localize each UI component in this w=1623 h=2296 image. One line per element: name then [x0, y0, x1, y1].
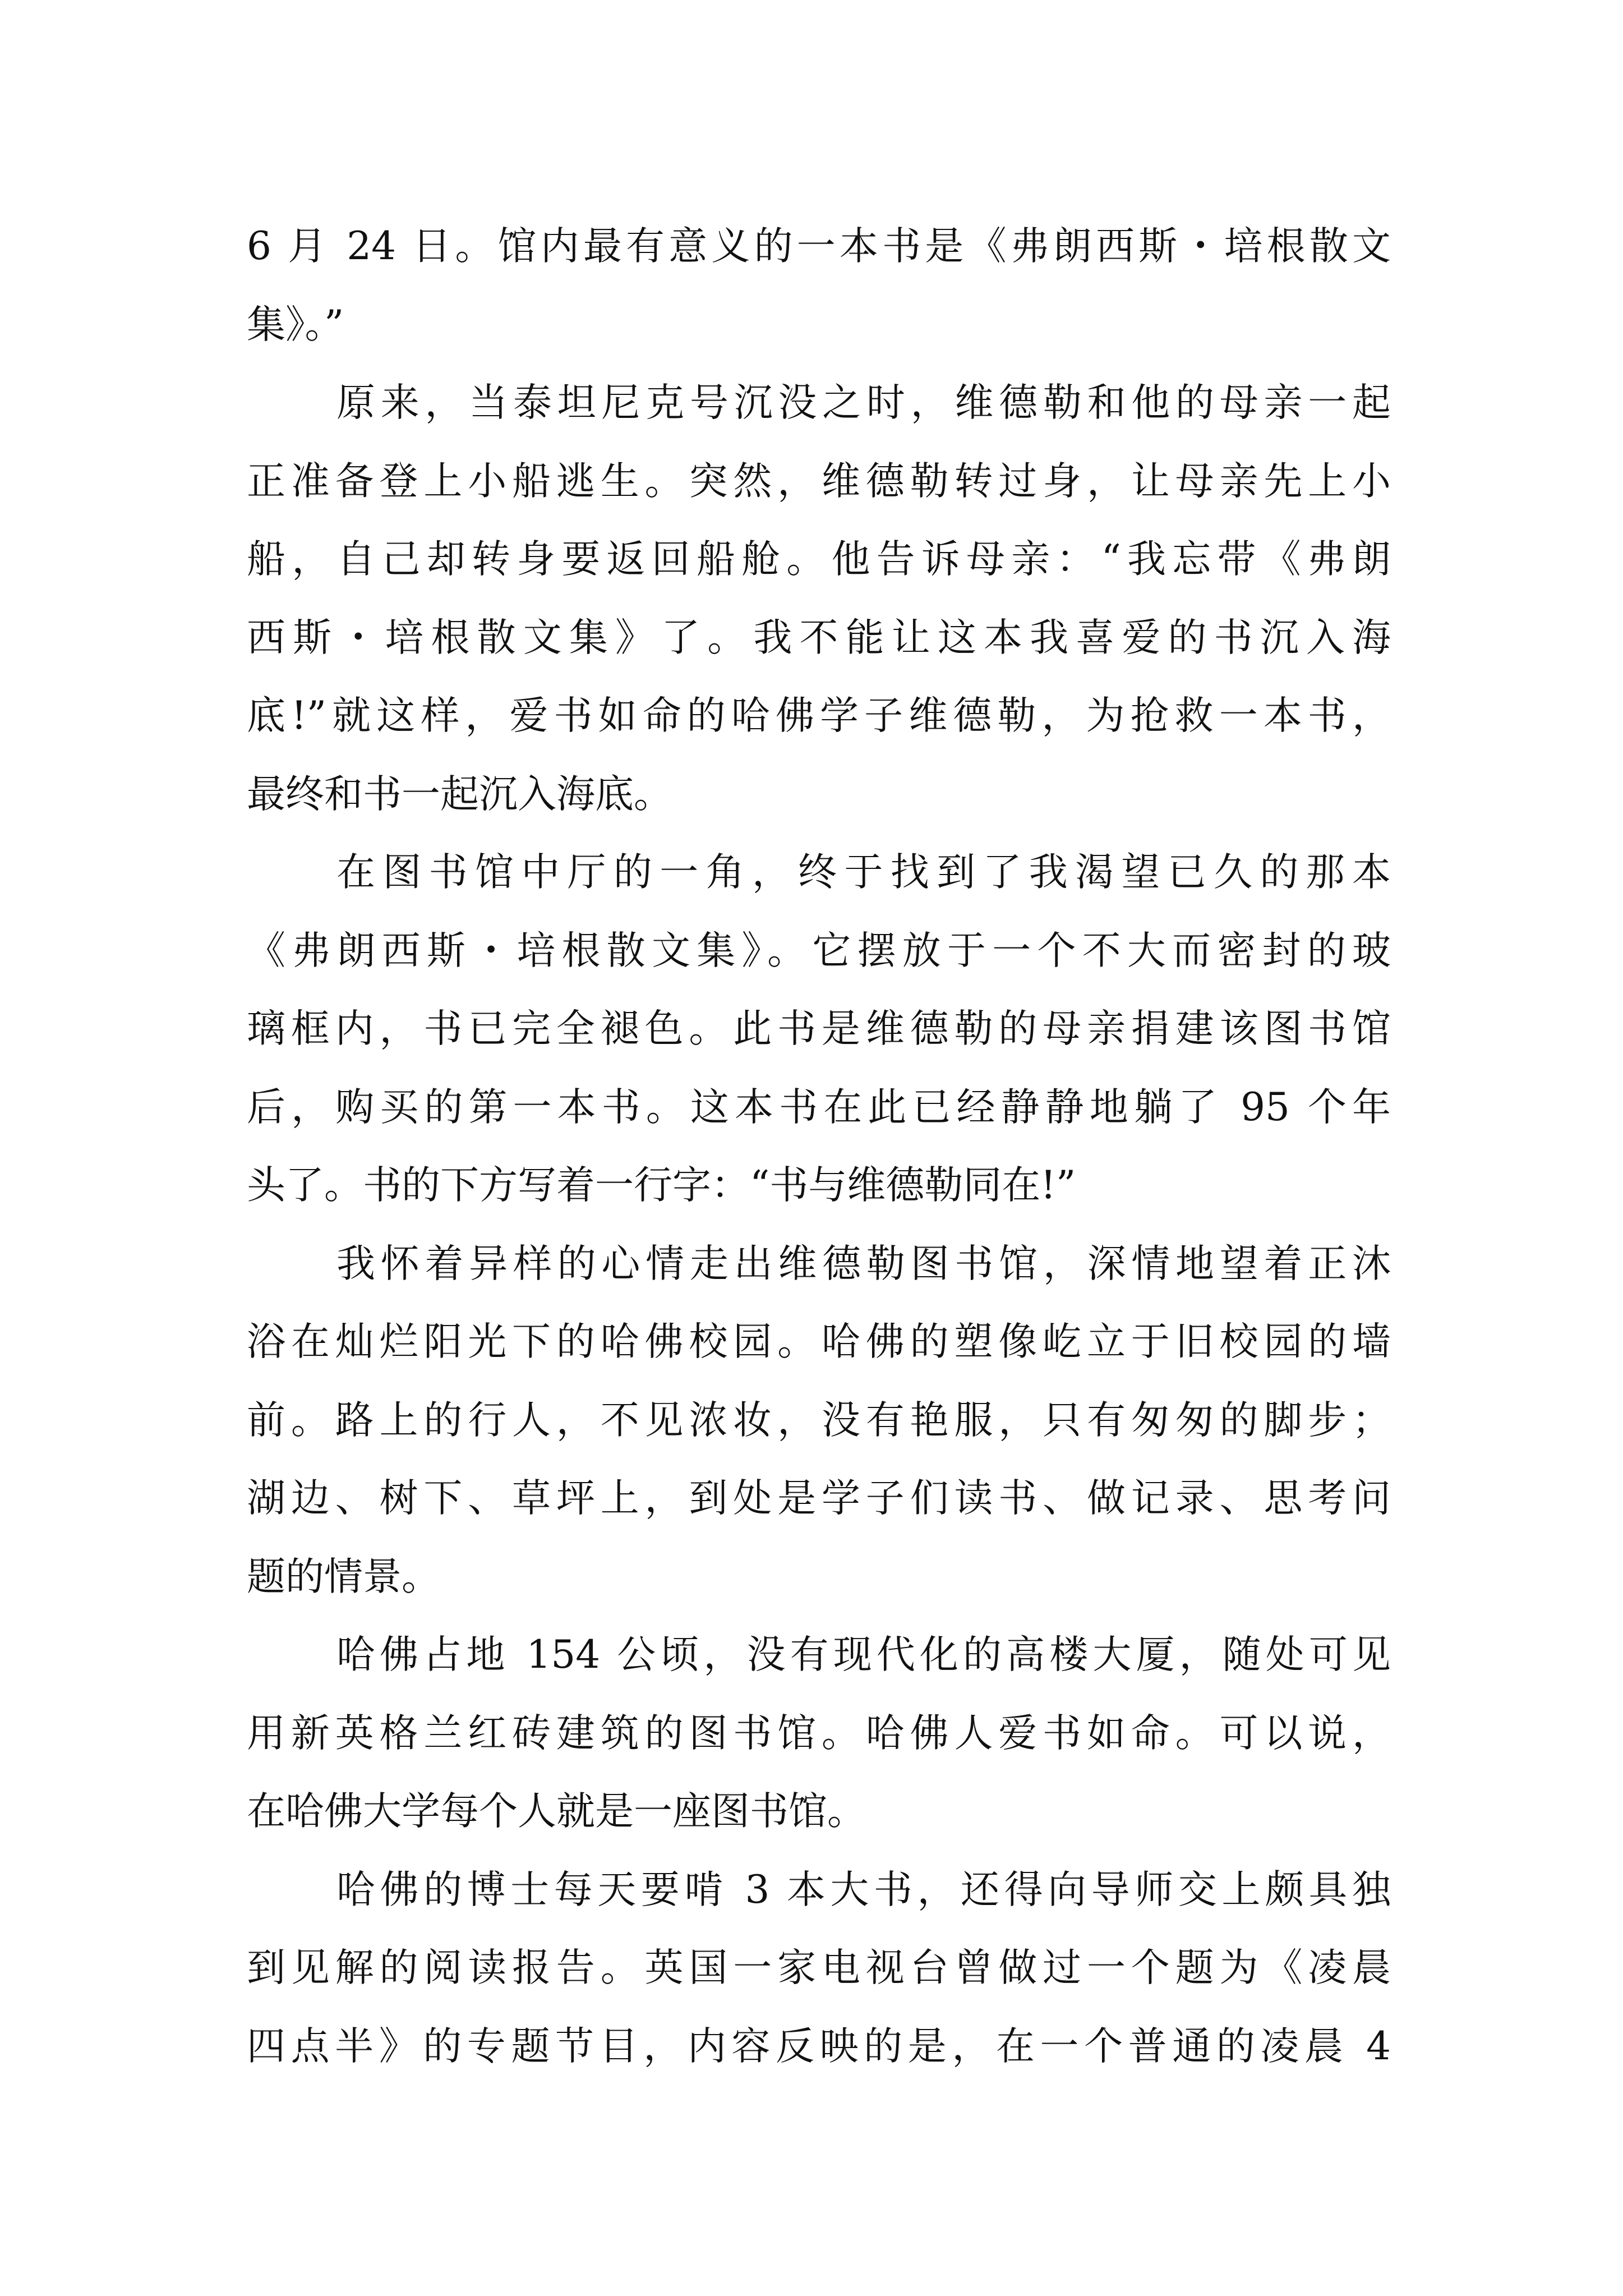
- text-line-1: 6 月 24 日。馆内最有意义的一本书是《弗朗西斯・培根散文: [247, 224, 1391, 269]
- text-line-14: 我怀着异样的心情走出维德勒图书馆，深情地望着正沐: [336, 1241, 1391, 1286]
- text-line-2: 集》。”: [247, 302, 344, 347]
- text-line-15: 浴在灿烂阳光下的哈佛校园。哈佛的塑像屹立于旧校园的墙: [247, 1319, 1391, 1364]
- text-line-24: 四点半》的专题节目，内容反映的是，在一个普通的凌晨 4: [247, 2023, 1391, 2069]
- text-line-5: 船，自己却转身要返回船舱。他告诉母亲：“我忘带《弗朗: [247, 537, 1391, 582]
- text-line-17: 湖边、树下、草坪上，到处是学子们读书、做记录、思考问: [247, 1476, 1391, 1521]
- text-line-22: 哈佛的博士每天要啃 3 本大书，还得向导师交上颇具独: [336, 1867, 1391, 1912]
- body-text: [247, 208, 1391, 2086]
- text-line-16: 前。路上的行人，不见浓妆，没有艳服，只有匆匆的脚步；: [247, 1397, 1391, 1443]
- text-line-19: 哈佛占地 154 公顷，没有现代化的高楼大厦，随处可见: [336, 1632, 1391, 1677]
- text-line-13: 头了。书的下方写着一行字：“书与维德勒同在!”: [247, 1163, 1076, 1208]
- text-line-23: 到见解的阅读报告。英国一家电视台曾做过一个题为《凌晨: [247, 1945, 1391, 1990]
- text-line-18: 题的情景。: [247, 1554, 440, 1599]
- text-line-6: 西斯・培根散文集》了。我不能让这本我喜爱的书沉入海: [247, 615, 1391, 660]
- text-line-7: 底!”就这样，爱书如命的哈佛学子维德勒，为抢救一本书，: [247, 693, 1391, 738]
- text-line-3: 原来，当泰坦尼克号沉没之时，维德勒和他的母亲一起: [336, 380, 1391, 425]
- text-line-8: 最终和书一起沉入海底。: [247, 771, 672, 817]
- text-line-4: 正准备登上小船逃生。突然，维德勒转过身，让母亲先上小: [247, 458, 1391, 504]
- text-line-21: 在哈佛大学每个人就是一座图书馆。: [247, 1789, 866, 1834]
- text-line-10: 《弗朗西斯・培根散文集》。它摆放于一个不大而密封的玻: [247, 928, 1391, 973]
- text-line-12: 后，购买的第一本书。这本书在此已经静静地躺了 95 个年: [247, 1084, 1391, 1130]
- text-line-20: 用新英格兰红砖建筑的图书馆。哈佛人爱书如命。可以说，: [247, 1710, 1391, 1756]
- text-line-9: 在图书馆中厅的一角，终于找到了我渴望已久的那本: [336, 850, 1391, 895]
- text-line-11: 璃框内，书已完全褪色。此书是维德勒的母亲捐建该图书馆: [247, 1006, 1391, 1051]
